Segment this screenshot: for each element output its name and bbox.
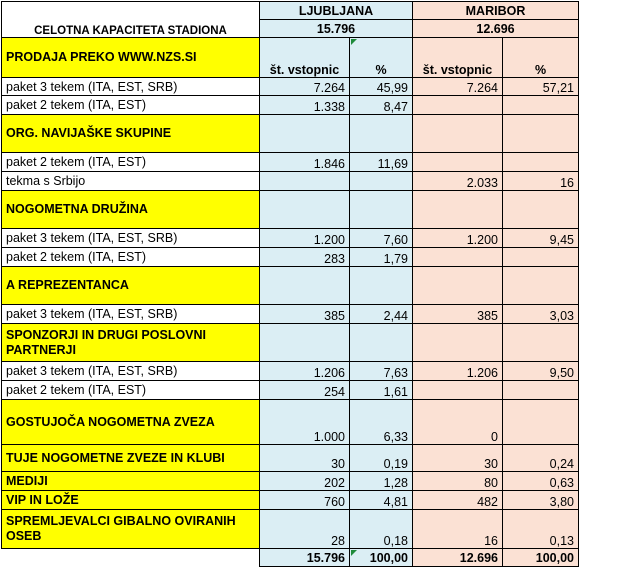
- ljubljana-percent: 11,69: [350, 153, 413, 172]
- section-row: [2, 324, 579, 362]
- row-label: paket 3 tekem (ITA, EST, SRB): [2, 305, 260, 324]
- ljubljana-percent: 7,63: [350, 362, 413, 381]
- maribor-percent: [503, 248, 579, 267]
- maribor-percent: 3,03: [503, 305, 579, 324]
- table-row: [2, 153, 579, 172]
- section-row: [2, 472, 579, 491]
- ljubljana-percent: [350, 172, 413, 191]
- table-row: [2, 78, 579, 96]
- maribor-tickets: [413, 324, 503, 362]
- maribor-tickets: 80: [413, 472, 503, 491]
- maribor-tickets: 7.264: [413, 78, 503, 96]
- ljubljana-tickets: 254: [260, 381, 350, 400]
- table-body: [2, 2, 579, 567]
- maribor-header: MARIBOR: [413, 2, 579, 20]
- maribor-tickets: [413, 153, 503, 172]
- ljubljana-tickets: [260, 191, 350, 229]
- ljubljana-percent: 1,79: [350, 248, 413, 267]
- ljubljana-tickets-header: št. vstopnic: [260, 38, 350, 78]
- ljubljana-percent: 6,33: [350, 400, 413, 445]
- ljubljana-total-tickets: 15.796: [260, 549, 350, 567]
- ljubljana-tickets: [260, 324, 350, 362]
- table-row: [2, 305, 579, 324]
- maribor-percent: [503, 400, 579, 445]
- section-row: [2, 445, 579, 472]
- ljubljana-percent: [350, 267, 413, 305]
- maribor-percent: 57,21: [503, 78, 579, 96]
- maribor-tickets: 16: [413, 510, 503, 549]
- section-row: [2, 267, 579, 305]
- section-label: PRODAJA PREKO WWW.NZS.SI: [2, 38, 260, 78]
- section-label: SPREMLJEVALCI GIBALNO OVIRANIH OSEB: [2, 510, 260, 549]
- ljubljana-percent-header: %: [350, 38, 413, 78]
- row-label: paket 3 tekem (ITA, EST, SRB): [2, 362, 260, 381]
- maribor-percent: 16: [503, 172, 579, 191]
- ljubljana-percent: 1,61: [350, 381, 413, 400]
- ljubljana-tickets: 1.000: [260, 400, 350, 445]
- ljubljana-tickets: 283: [260, 248, 350, 267]
- maribor-percent: [503, 191, 579, 229]
- section-row: [2, 38, 579, 78]
- ljubljana-tickets: 7.264: [260, 78, 350, 96]
- section-label: ORG. NAVIJAŠKE SKUPINE: [2, 115, 260, 153]
- comment-marker-icon: [351, 39, 357, 45]
- maribor-tickets: 385: [413, 305, 503, 324]
- maribor-percent: [503, 153, 579, 172]
- table-row: [2, 229, 579, 248]
- ljubljana-tickets: [260, 172, 350, 191]
- city-header-row: [2, 2, 579, 20]
- ljubljana-capacity: 15.796: [260, 20, 413, 38]
- ljubljana-percent: [350, 115, 413, 153]
- row-label: paket 3 tekem (ITA, EST, SRB): [2, 229, 260, 248]
- table-row: [2, 381, 579, 400]
- ticket-allocation-table: [1, 1, 579, 567]
- maribor-percent: [503, 381, 579, 400]
- maribor-tickets: [413, 248, 503, 267]
- ljubljana-tickets: 385: [260, 305, 350, 324]
- table-row: [2, 172, 579, 191]
- maribor-tickets: [413, 381, 503, 400]
- ljubljana-percent: 0,18: [350, 510, 413, 549]
- maribor-total-tickets: 12.696: [413, 549, 503, 567]
- ljubljana-tickets: [260, 115, 350, 153]
- maribor-tickets: 1.206: [413, 362, 503, 381]
- ljubljana-percent: [350, 324, 413, 362]
- ljubljana-tickets: 1.200: [260, 229, 350, 248]
- section-label: TUJE NOGOMETNE ZVEZE IN KLUBI: [2, 445, 260, 472]
- maribor-tickets: 2.033: [413, 172, 503, 191]
- totals-row: [2, 549, 579, 567]
- maribor-tickets: 482: [413, 491, 503, 510]
- maribor-tickets: [413, 267, 503, 305]
- maribor-percent: 9,45: [503, 229, 579, 248]
- maribor-percent-header: %: [503, 38, 579, 78]
- table-row: [2, 248, 579, 267]
- stadium-capacity-title: CELOTNA KAPACITETA STADIONA: [2, 2, 260, 38]
- maribor-percent: [503, 324, 579, 362]
- maribor-tickets: [413, 96, 503, 115]
- row-label: paket 2 tekem (ITA, EST): [2, 96, 260, 115]
- ljubljana-percent: 1,28: [350, 472, 413, 491]
- ljubljana-percent: 4,81: [350, 491, 413, 510]
- section-row: [2, 491, 579, 510]
- maribor-tickets: [413, 191, 503, 229]
- totals-spacer: [2, 549, 260, 567]
- ljubljana-percent: 0,19: [350, 445, 413, 472]
- ljubljana-percent: 45,99: [350, 78, 413, 96]
- ljubljana-percent: [350, 191, 413, 229]
- row-label: paket 2 tekem (ITA, EST): [2, 153, 260, 172]
- section-label: A REPREZENTANCA: [2, 267, 260, 305]
- ljubljana-tickets: 1.846: [260, 153, 350, 172]
- section-row: [2, 400, 579, 445]
- maribor-percent: 0,13: [503, 510, 579, 549]
- maribor-tickets: 0: [413, 400, 503, 445]
- section-row: [2, 191, 579, 229]
- comment-marker-icon: [351, 550, 357, 556]
- ljubljana-percent: 8,47: [350, 96, 413, 115]
- row-label: paket 2 tekem (ITA, EST): [2, 248, 260, 267]
- table-row: [2, 96, 579, 115]
- maribor-percent: 0,63: [503, 472, 579, 491]
- ljubljana-tickets: 202: [260, 472, 350, 491]
- section-label: MEDIJI: [2, 472, 260, 491]
- ljubljana-tickets: 1.206: [260, 362, 350, 381]
- section-label: GOSTUJOČA NOGOMETNA ZVEZA: [2, 400, 260, 445]
- ljubljana-tickets: 760: [260, 491, 350, 510]
- ljubljana-tickets: [260, 267, 350, 305]
- section-label: NOGOMETNA DRUŽINA: [2, 191, 260, 229]
- maribor-tickets-header: št. vstopnic: [413, 38, 503, 78]
- row-label: tekma s Srbijo: [2, 172, 260, 191]
- maribor-percent: [503, 96, 579, 115]
- maribor-tickets: [413, 115, 503, 153]
- row-label: paket 3 tekem (ITA, EST, SRB): [2, 78, 260, 96]
- maribor-percent: 9,50: [503, 362, 579, 381]
- maribor-tickets: 1.200: [413, 229, 503, 248]
- maribor-percent: 3,80: [503, 491, 579, 510]
- ljubljana-total-percent: 100,00: [350, 549, 413, 567]
- maribor-total-percent: 100,00: [503, 549, 579, 567]
- ljubljana-tickets: 30: [260, 445, 350, 472]
- table-row: [2, 362, 579, 381]
- ljubljana-tickets: 1.338: [260, 96, 350, 115]
- section-row: [2, 115, 579, 153]
- ljubljana-percent: 2,44: [350, 305, 413, 324]
- section-row: [2, 510, 579, 549]
- maribor-percent: 0,24: [503, 445, 579, 472]
- ljubljana-header: LJUBLJANA: [260, 2, 413, 20]
- maribor-tickets: 30: [413, 445, 503, 472]
- section-label: SPONZORJI IN DRUGI POSLOVNI PARTNERJI: [2, 324, 260, 362]
- row-label: paket 2 tekem (ITA, EST): [2, 381, 260, 400]
- ljubljana-percent: 7,60: [350, 229, 413, 248]
- section-label: VIP IN LOŽE: [2, 491, 260, 510]
- ljubljana-tickets: 28: [260, 510, 350, 549]
- maribor-capacity: 12.696: [413, 20, 579, 38]
- maribor-percent: [503, 267, 579, 305]
- maribor-percent: [503, 115, 579, 153]
